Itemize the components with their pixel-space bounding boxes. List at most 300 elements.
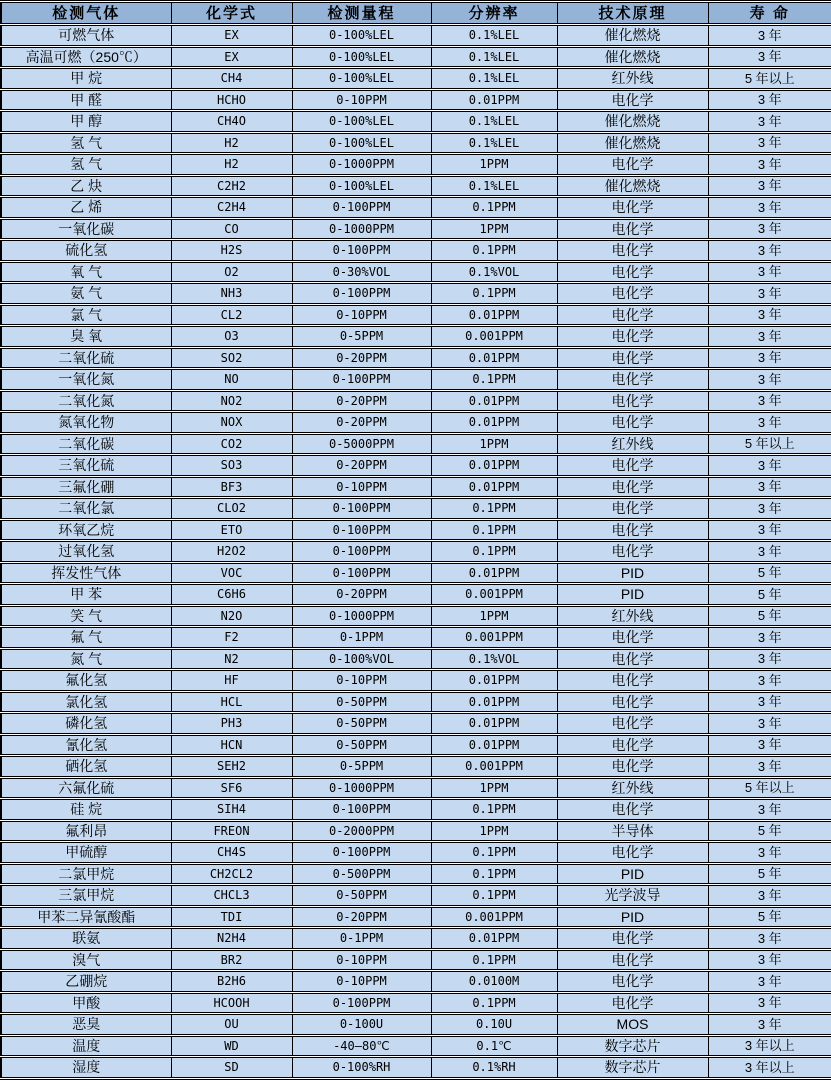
cell-technology-principle: 电化学 (557, 519, 708, 541)
cell-gas-name: 温度 (1, 1035, 171, 1057)
cell-lifespan: 3 年 (708, 476, 831, 498)
header-lifespan: 寿 命 (708, 2, 831, 25)
cell-gas-name: 溴气 (1, 949, 171, 971)
header-technology-principle: 技术原理 (557, 2, 708, 25)
cell-resolution: 0.1%RH (431, 1057, 557, 1079)
cell-resolution: 0.01PPM (431, 347, 557, 369)
table-row (1, 842, 831, 864)
cell-lifespan: 3 年 (708, 541, 831, 563)
cell-resolution: 0.1%LEL (431, 68, 557, 90)
cell-gas-name: 氮 气 (1, 648, 171, 670)
cell-chemical-formula: O2 (171, 261, 292, 283)
cell-chemical-formula: H2 (171, 154, 292, 176)
cell-chemical-formula: O3 (171, 326, 292, 348)
cell-detection-range: 0-20PPM (292, 390, 431, 412)
cell-chemical-formula: HCN (171, 734, 292, 756)
cell-gas-name: 乙 炔 (1, 175, 171, 197)
cell-resolution: 0.01PPM (431, 713, 557, 735)
cell-detection-range: 0-100PPM (292, 519, 431, 541)
cell-gas-name: 二氧化碳 (1, 433, 171, 455)
cell-gas-name: 硅 烷 (1, 799, 171, 821)
cell-chemical-formula: CH4S (171, 842, 292, 864)
cell-resolution: 0.01PPM (431, 412, 557, 434)
cell-technology-principle: 催化燃烧 (557, 46, 708, 68)
cell-resolution: 0.1PPM (431, 541, 557, 563)
cell-gas-name: 甲 苯 (1, 584, 171, 606)
cell-technology-principle: 电化学 (557, 670, 708, 692)
cell-chemical-formula: B2H6 (171, 971, 292, 993)
cell-resolution: 0.001PPM (431, 756, 557, 778)
cell-technology-principle: 电化学 (557, 218, 708, 240)
cell-chemical-formula: N2H4 (171, 928, 292, 950)
header-detection-range: 检测量程 (292, 2, 431, 25)
cell-lifespan: 3 年 (708, 971, 831, 993)
cell-lifespan: 5 年 (708, 562, 831, 584)
table-row (1, 498, 831, 520)
cell-gas-name: 磷化氢 (1, 713, 171, 735)
cell-detection-range: 0-100PPM (292, 197, 431, 219)
cell-lifespan: 3 年 (708, 627, 831, 649)
cell-detection-range: 0-10PPM (292, 949, 431, 971)
cell-lifespan: 3 年 (708, 154, 831, 176)
cell-lifespan: 3 年 (708, 390, 831, 412)
cell-gas-name: 恶臭 (1, 1014, 171, 1036)
cell-detection-range: 0-5PPM (292, 756, 431, 778)
cell-chemical-formula: PH3 (171, 713, 292, 735)
cell-chemical-formula: CO (171, 218, 292, 240)
table-row (1, 885, 831, 907)
cell-chemical-formula: NH3 (171, 283, 292, 305)
cell-detection-range: 0-20PPM (292, 412, 431, 434)
cell-resolution: 0.1%VOL (431, 648, 557, 670)
cell-detection-range: -40—80℃ (292, 1035, 431, 1057)
cell-gas-name: 氢 气 (1, 154, 171, 176)
cell-resolution: 0.1%LEL (431, 111, 557, 133)
table-row (1, 863, 831, 885)
cell-detection-range: 0-50PPM (292, 734, 431, 756)
cell-lifespan: 3 年 (708, 885, 831, 907)
cell-resolution: 0.001PPM (431, 627, 557, 649)
table-row (1, 89, 831, 111)
cell-detection-range: 0-100%LEL (292, 111, 431, 133)
cell-gas-name: 笑 气 (1, 605, 171, 627)
cell-resolution: 0.1PPM (431, 498, 557, 520)
cell-resolution: 0.001PPM (431, 326, 557, 348)
cell-lifespan: 3 年 (708, 519, 831, 541)
cell-technology-principle: PID (557, 562, 708, 584)
cell-technology-principle: 电化学 (557, 197, 708, 219)
cell-gas-name: 过氧化氢 (1, 541, 171, 563)
cell-technology-principle: 电化学 (557, 89, 708, 111)
cell-lifespan: 5 年 (708, 820, 831, 842)
cell-resolution: 0.01PPM (431, 691, 557, 713)
cell-chemical-formula: SEH2 (171, 756, 292, 778)
table-row (1, 971, 831, 993)
table-row (1, 390, 831, 412)
cell-lifespan: 3 年 (708, 261, 831, 283)
cell-chemical-formula: ETO (171, 519, 292, 541)
cell-gas-name: 甲硫醇 (1, 842, 171, 864)
cell-technology-principle: 数字芯片 (557, 1057, 708, 1079)
table-row (1, 519, 831, 541)
cell-detection-range: 0-5000PPM (292, 433, 431, 455)
cell-technology-principle: 电化学 (557, 756, 708, 778)
header-row (1, 2, 831, 25)
cell-chemical-formula: NO2 (171, 390, 292, 412)
header-chemical-formula: 化学式 (171, 2, 292, 25)
table-row (1, 111, 831, 133)
cell-detection-range: 0-50PPM (292, 691, 431, 713)
table-row (1, 605, 831, 627)
cell-lifespan: 5 年以上 (708, 68, 831, 90)
table-row (1, 799, 831, 821)
cell-resolution: 1PPM (431, 777, 557, 799)
cell-detection-range: 0-100%LEL (292, 46, 431, 68)
cell-chemical-formula: SO3 (171, 455, 292, 477)
cell-resolution: 0.1PPM (431, 992, 557, 1014)
cell-technology-principle: 红外线 (557, 68, 708, 90)
cell-detection-range: 0-100%LEL (292, 68, 431, 90)
cell-detection-range: 0-100%LEL (292, 25, 431, 47)
table-row (1, 584, 831, 606)
cell-gas-name: 甲 烷 (1, 68, 171, 90)
table-row (1, 949, 831, 971)
table-row (1, 713, 831, 735)
cell-lifespan: 5 年 (708, 906, 831, 928)
cell-gas-name: 二氧化硫 (1, 347, 171, 369)
table-row (1, 304, 831, 326)
cell-gas-name: 环氧乙烷 (1, 519, 171, 541)
cell-detection-range: 0-1000PPM (292, 605, 431, 627)
cell-lifespan: 3 年 (708, 25, 831, 47)
cell-lifespan: 3 年 (708, 197, 831, 219)
cell-technology-principle: MOS (557, 1014, 708, 1036)
cell-resolution: 0.1PPM (431, 842, 557, 864)
cell-resolution: 0.01PPM (431, 476, 557, 498)
cell-lifespan: 3 年 (708, 949, 831, 971)
cell-lifespan: 3 年 (708, 240, 831, 262)
cell-resolution: 0.1PPM (431, 369, 557, 391)
cell-gas-name: 湿度 (1, 1057, 171, 1079)
cell-lifespan: 5 年 (708, 605, 831, 627)
cell-chemical-formula: EX (171, 25, 292, 47)
cell-chemical-formula: NO (171, 369, 292, 391)
table-row (1, 562, 831, 584)
cell-technology-principle: 催化燃烧 (557, 25, 708, 47)
cell-lifespan: 5 年以上 (708, 433, 831, 455)
table-row (1, 261, 831, 283)
cell-chemical-formula: HCOOH (171, 992, 292, 1014)
cell-technology-principle: 电化学 (557, 541, 708, 563)
cell-technology-principle: 电化学 (557, 283, 708, 305)
cell-detection-range: 0-500PPM (292, 863, 431, 885)
cell-lifespan: 3 年 (708, 218, 831, 240)
cell-detection-range: 0-5PPM (292, 326, 431, 348)
cell-chemical-formula: BR2 (171, 949, 292, 971)
cell-technology-principle: PID (557, 863, 708, 885)
table-row (1, 25, 831, 47)
cell-technology-principle: 电化学 (557, 713, 708, 735)
cell-resolution: 1PPM (431, 820, 557, 842)
table-row (1, 283, 831, 305)
cell-lifespan: 3 年 (708, 455, 831, 477)
table-row (1, 197, 831, 219)
cell-technology-principle: 电化学 (557, 369, 708, 391)
cell-technology-principle: 电化学 (557, 455, 708, 477)
cell-chemical-formula: HCL (171, 691, 292, 713)
table-row (1, 928, 831, 950)
cell-gas-name: 二氧化氮 (1, 390, 171, 412)
table-row (1, 412, 831, 434)
cell-chemical-formula: C6H6 (171, 584, 292, 606)
cell-detection-range: 0-10PPM (292, 304, 431, 326)
cell-lifespan: 3 年 (708, 670, 831, 692)
cell-gas-name: 氟 气 (1, 627, 171, 649)
cell-chemical-formula: C2H2 (171, 175, 292, 197)
cell-chemical-formula: CLO2 (171, 498, 292, 520)
cell-technology-principle: 电化学 (557, 691, 708, 713)
cell-resolution: 0.1%VOL (431, 261, 557, 283)
cell-technology-principle: 红外线 (557, 433, 708, 455)
cell-lifespan: 3 年 (708, 928, 831, 950)
cell-technology-principle: 电化学 (557, 240, 708, 262)
cell-resolution: 0.01PPM (431, 455, 557, 477)
table-row (1, 906, 831, 928)
cell-resolution: 1PPM (431, 218, 557, 240)
cell-lifespan: 3 年 (708, 734, 831, 756)
cell-gas-name: 臭 氧 (1, 326, 171, 348)
cell-gas-name: 氯 气 (1, 304, 171, 326)
cell-chemical-formula: N2O (171, 605, 292, 627)
cell-resolution: 0.1%LEL (431, 132, 557, 154)
cell-resolution: 0.01PPM (431, 89, 557, 111)
cell-gas-name: 氮氧化物 (1, 412, 171, 434)
table-row (1, 369, 831, 391)
cell-technology-principle: 电化学 (557, 498, 708, 520)
cell-technology-principle: 半导体 (557, 820, 708, 842)
cell-technology-principle: 电化学 (557, 412, 708, 434)
cell-chemical-formula: TDI (171, 906, 292, 928)
cell-technology-principle: 电化学 (557, 799, 708, 821)
cell-gas-name: 硫化氢 (1, 240, 171, 262)
cell-gas-name: 三氧化硫 (1, 455, 171, 477)
cell-detection-range: 0-1PPM (292, 928, 431, 950)
cell-detection-range: 0-100PPM (292, 240, 431, 262)
cell-chemical-formula: HF (171, 670, 292, 692)
cell-detection-range: 0-100U (292, 1014, 431, 1036)
cell-gas-name: 氯化氢 (1, 691, 171, 713)
cell-gas-name: 一氧化碳 (1, 218, 171, 240)
cell-lifespan: 3 年以上 (708, 1057, 831, 1079)
cell-chemical-formula: HCHO (171, 89, 292, 111)
cell-gas-name: 三氯甲烷 (1, 885, 171, 907)
cell-gas-name: 氢 气 (1, 132, 171, 154)
cell-technology-principle: 电化学 (557, 734, 708, 756)
cell-technology-principle: PID (557, 906, 708, 928)
cell-technology-principle: 电化学 (557, 261, 708, 283)
cell-lifespan: 3 年 (708, 842, 831, 864)
cell-lifespan: 3 年 (708, 756, 831, 778)
cell-chemical-formula: FREON (171, 820, 292, 842)
cell-technology-principle: 电化学 (557, 304, 708, 326)
header-resolution: 分辨率 (431, 2, 557, 25)
cell-detection-range: 0-1PPM (292, 627, 431, 649)
cell-technology-principle: 红外线 (557, 777, 708, 799)
cell-detection-range: 0-20PPM (292, 347, 431, 369)
cell-chemical-formula: CH4O (171, 111, 292, 133)
cell-resolution: 1PPM (431, 605, 557, 627)
cell-gas-name: 六氟化硫 (1, 777, 171, 799)
cell-lifespan: 3 年 (708, 1014, 831, 1036)
cell-gas-name: 乙 烯 (1, 197, 171, 219)
cell-chemical-formula: EX (171, 46, 292, 68)
cell-chemical-formula: H2 (171, 132, 292, 154)
cell-chemical-formula: BF3 (171, 476, 292, 498)
cell-technology-principle: 电化学 (557, 326, 708, 348)
table-row (1, 326, 831, 348)
cell-technology-principle: 电化学 (557, 992, 708, 1014)
cell-resolution: 0.1%LEL (431, 46, 557, 68)
cell-gas-name: 可燃气体 (1, 25, 171, 47)
cell-detection-range: 0-100%LEL (292, 175, 431, 197)
cell-lifespan: 3 年 (708, 648, 831, 670)
cell-detection-range: 0-100PPM (292, 842, 431, 864)
cell-technology-principle: 电化学 (557, 949, 708, 971)
table-row (1, 476, 831, 498)
cell-technology-principle: 电化学 (557, 648, 708, 670)
table-row (1, 648, 831, 670)
cell-gas-name: 氟利昂 (1, 820, 171, 842)
cell-detection-range: 0-100PPM (292, 283, 431, 305)
cell-technology-principle: 电化学 (557, 390, 708, 412)
cell-gas-name: 氨 气 (1, 283, 171, 305)
cell-resolution: 0.01PPM (431, 390, 557, 412)
cell-lifespan: 3 年 (708, 992, 831, 1014)
cell-gas-name: 甲酸 (1, 992, 171, 1014)
cell-technology-principle: 电化学 (557, 347, 708, 369)
cell-chemical-formula: SIH4 (171, 799, 292, 821)
cell-detection-range: 0-2000PPM (292, 820, 431, 842)
cell-detection-range: 0-1000PPM (292, 154, 431, 176)
cell-technology-principle: 催化燃烧 (557, 111, 708, 133)
header-gas-name: 检测气体 (1, 2, 171, 25)
cell-detection-range: 0-100%RH (292, 1057, 431, 1079)
cell-gas-name: 氟化氢 (1, 670, 171, 692)
cell-gas-name: 二氧化氯 (1, 498, 171, 520)
cell-detection-range: 0-30%VOL (292, 261, 431, 283)
table-row (1, 46, 831, 68)
cell-chemical-formula: SO2 (171, 347, 292, 369)
cell-gas-name: 挥发性气体 (1, 562, 171, 584)
cell-detection-range: 0-100PPM (292, 498, 431, 520)
cell-gas-name: 氧 气 (1, 261, 171, 283)
cell-lifespan: 3 年 (708, 89, 831, 111)
table-row (1, 1014, 831, 1036)
cell-gas-name: 高温可燃（250℃） (1, 46, 171, 68)
cell-detection-range: 0-100PPM (292, 992, 431, 1014)
cell-lifespan: 3 年 (708, 46, 831, 68)
cell-detection-range: 0-10PPM (292, 670, 431, 692)
cell-lifespan: 3 年 (708, 412, 831, 434)
cell-lifespan: 3 年 (708, 283, 831, 305)
cell-resolution: 0.001PPM (431, 584, 557, 606)
cell-resolution: 0.01PPM (431, 562, 557, 584)
table-row (1, 433, 831, 455)
table-body (1, 25, 831, 1079)
cell-detection-range: 0-100%LEL (292, 132, 431, 154)
cell-gas-name: 乙硼烷 (1, 971, 171, 993)
cell-chemical-formula: H2S (171, 240, 292, 262)
cell-detection-range: 0-10PPM (292, 971, 431, 993)
cell-lifespan: 3 年以上 (708, 1035, 831, 1057)
cell-technology-principle: 电化学 (557, 928, 708, 950)
cell-resolution: 0.1PPM (431, 885, 557, 907)
cell-resolution: 0.1PPM (431, 197, 557, 219)
cell-gas-name: 甲 醛 (1, 89, 171, 111)
table-row (1, 756, 831, 778)
cell-detection-range: 0-10PPM (292, 476, 431, 498)
cell-chemical-formula: OU (171, 1014, 292, 1036)
cell-technology-principle: 电化学 (557, 842, 708, 864)
cell-resolution: 0.1%LEL (431, 25, 557, 47)
table-row (1, 627, 831, 649)
cell-chemical-formula: H2O2 (171, 541, 292, 563)
table-row (1, 132, 831, 154)
cell-detection-range: 0-20PPM (292, 584, 431, 606)
cell-chemical-formula: CH4 (171, 68, 292, 90)
cell-detection-range: 0-20PPM (292, 906, 431, 928)
cell-chemical-formula: VOC (171, 562, 292, 584)
cell-lifespan: 3 年 (708, 304, 831, 326)
cell-resolution: 0.01PPM (431, 928, 557, 950)
cell-chemical-formula: SD (171, 1057, 292, 1079)
cell-resolution: 0.1PPM (431, 799, 557, 821)
cell-lifespan: 3 年 (708, 713, 831, 735)
cell-resolution: 0.01PPM (431, 734, 557, 756)
table-row (1, 691, 831, 713)
cell-resolution: 0.1PPM (431, 949, 557, 971)
cell-detection-range: 0-100PPM (292, 541, 431, 563)
cell-resolution: 0.1PPM (431, 240, 557, 262)
cell-gas-name: 甲 醇 (1, 111, 171, 133)
cell-detection-range: 0-1000PPM (292, 777, 431, 799)
cell-resolution: 0.01PPM (431, 670, 557, 692)
cell-lifespan: 5 年 (708, 584, 831, 606)
table-row (1, 1035, 831, 1057)
cell-detection-range: 0-20PPM (292, 455, 431, 477)
cell-gas-name: 甲苯二异氰酸酯 (1, 906, 171, 928)
cell-resolution: 0.001PPM (431, 906, 557, 928)
table-row (1, 541, 831, 563)
cell-lifespan: 3 年 (708, 111, 831, 133)
table-row (1, 240, 831, 262)
cell-resolution: 0.1℃ (431, 1035, 557, 1057)
cell-technology-principle: 催化燃烧 (557, 175, 708, 197)
table-row (1, 154, 831, 176)
cell-resolution: 1PPM (431, 154, 557, 176)
cell-technology-principle: 电化学 (557, 971, 708, 993)
cell-detection-range: 0-50PPM (292, 713, 431, 735)
cell-detection-range: 0-100PPM (292, 562, 431, 584)
table-row (1, 68, 831, 90)
cell-chemical-formula: N2 (171, 648, 292, 670)
table-row (1, 777, 831, 799)
cell-chemical-formula: F2 (171, 627, 292, 649)
cell-gas-name: 氰化氢 (1, 734, 171, 756)
table-row (1, 820, 831, 842)
cell-chemical-formula: WD (171, 1035, 292, 1057)
table-row (1, 734, 831, 756)
